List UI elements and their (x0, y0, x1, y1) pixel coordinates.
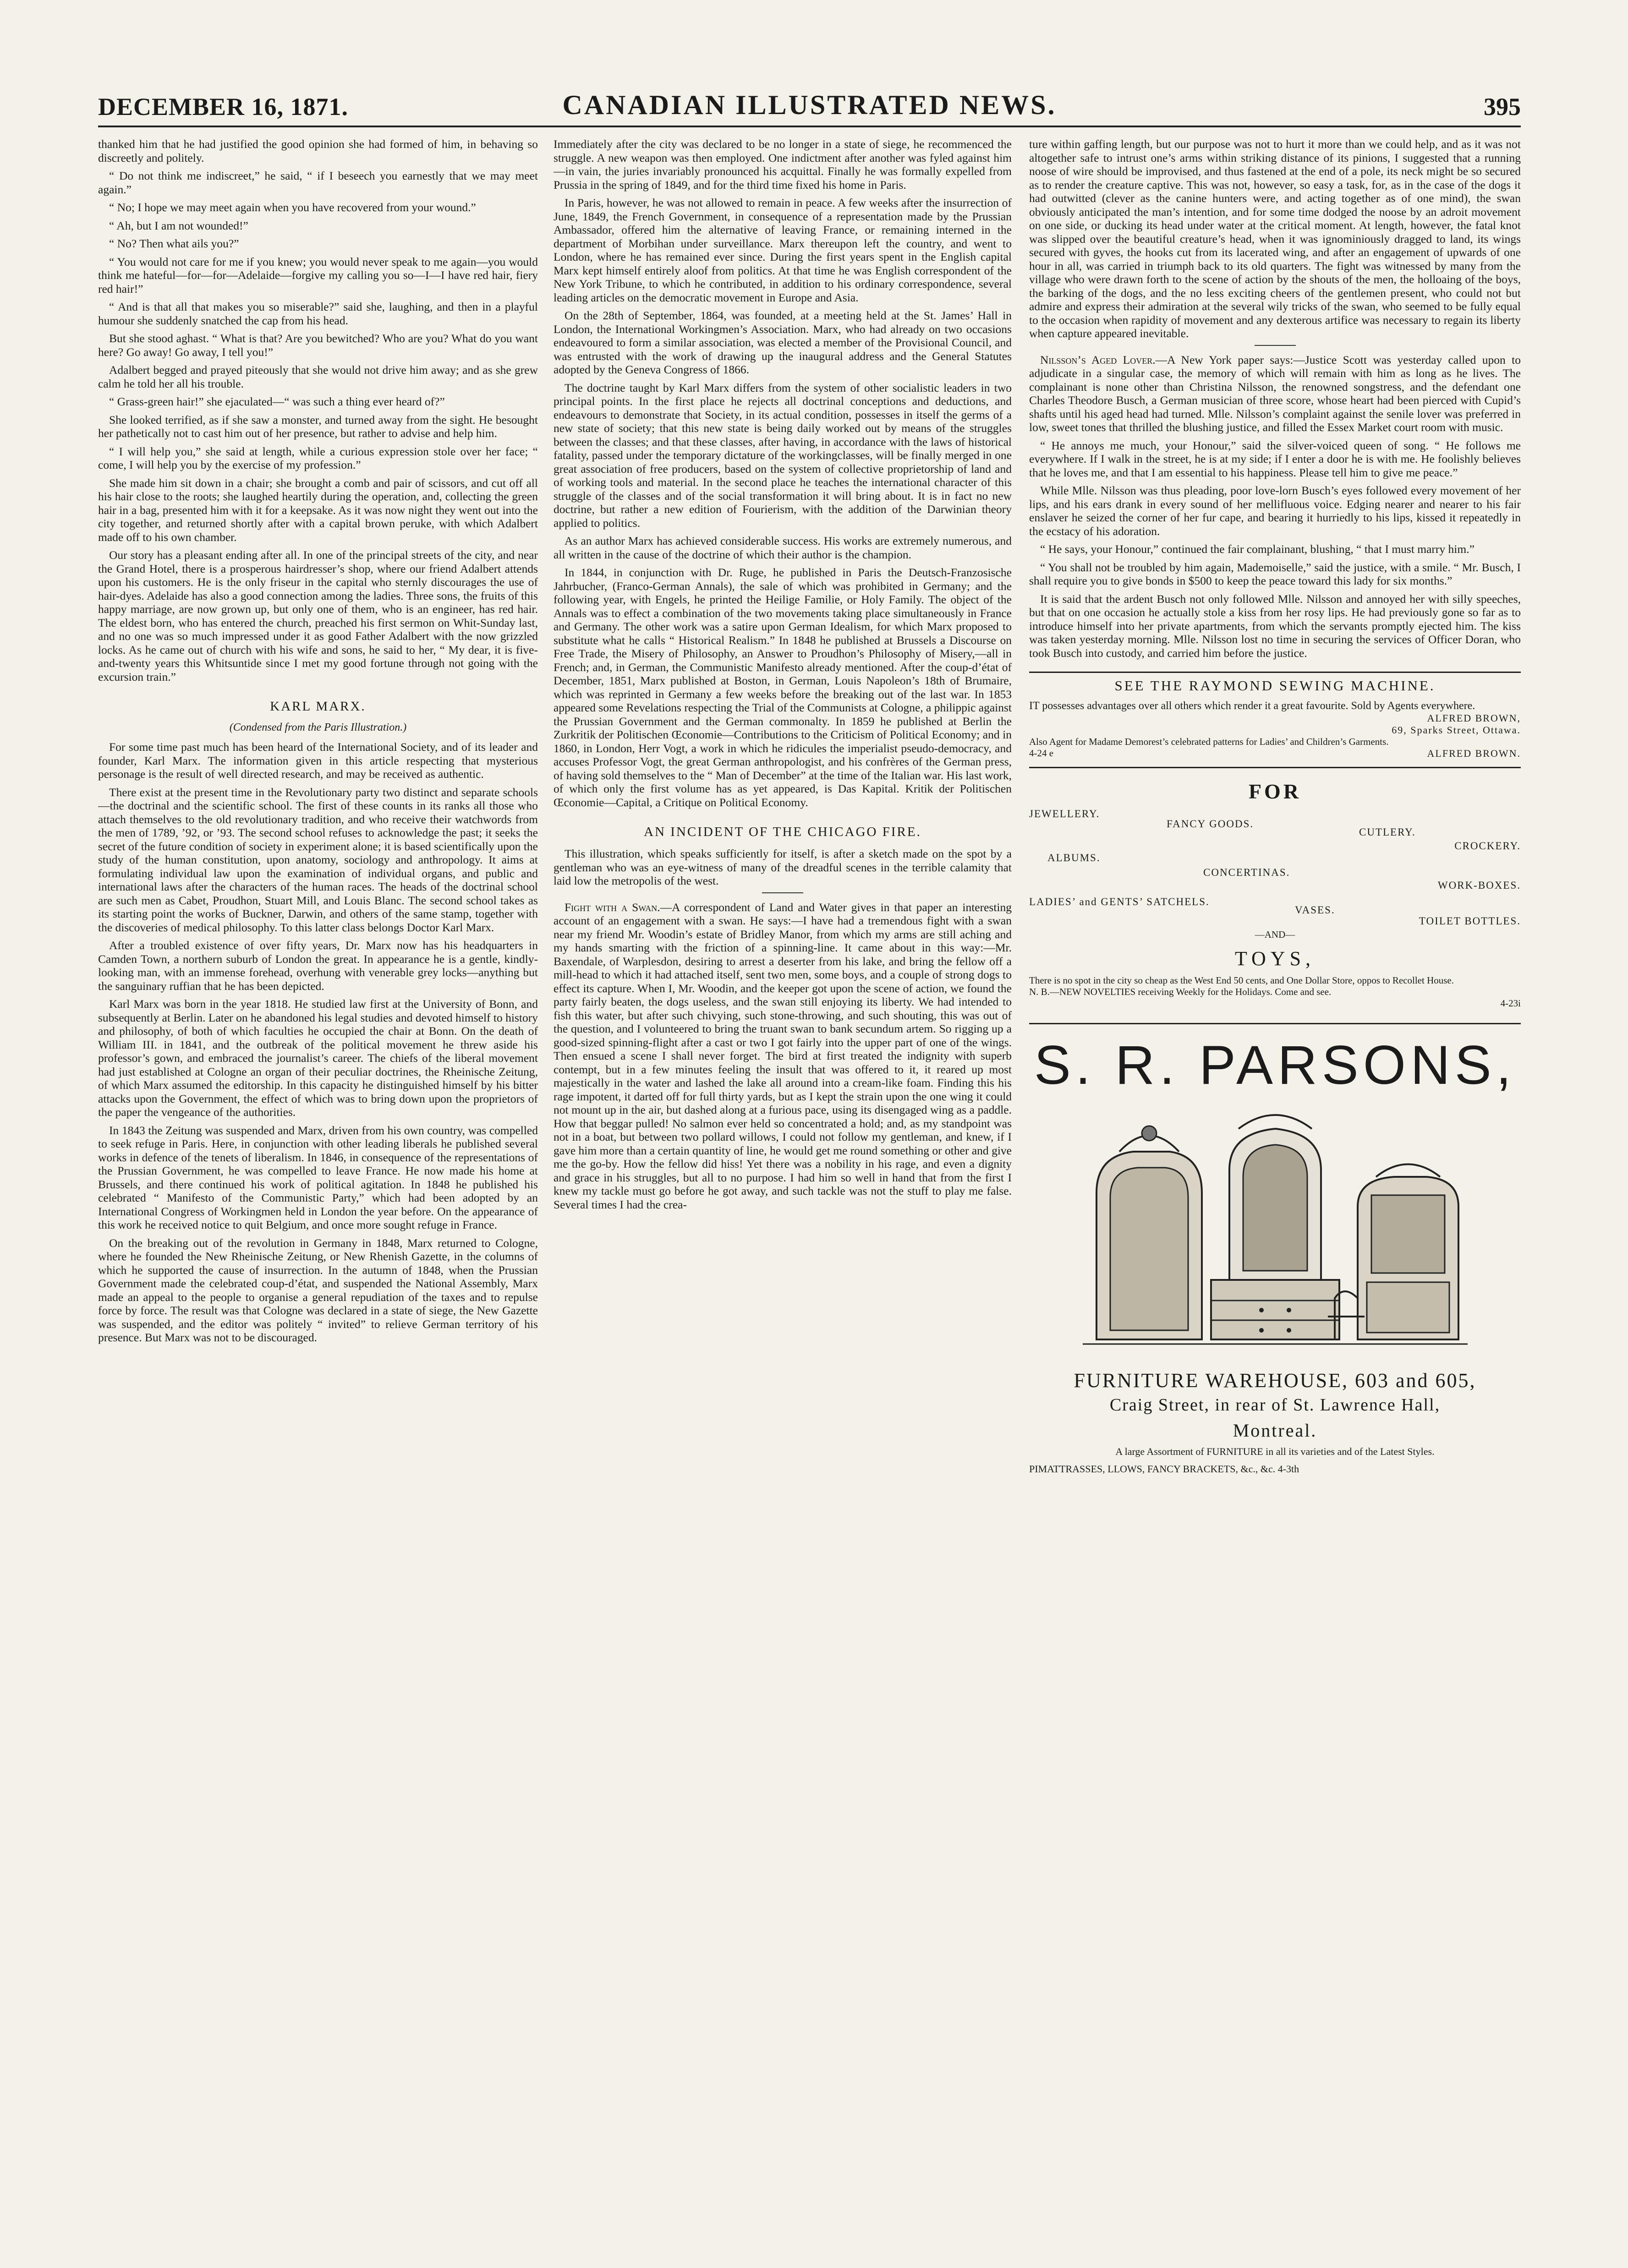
ad-footer (1029, 748, 1521, 760)
goods-item: WORK-BOXES. (1437, 880, 1521, 891)
newspaper-title: CANADIAN ILLUSTRATED NEWS. (562, 90, 1057, 120)
paragraph: In 1844, in conjunction with Dr. Ruge, he published in Paris the Deutsch-Franzosische Jahrbucher, (Franco-German Annals), the sale of which was prohibited in Germany; and the following year, with Engels, he printed the Heilige Familie, or Holy Family. The object of the Annals was to effect a combination of the two movements taking place simultaneously in France and Germany. The other work was a satire upon German Idealism, for which Marx proposed to substitute what he calls “ Historical Realism.” In 1848 he published at Brussels a Discourse on Free Trade, the Misery of Philosophy, an Answer to Proudhon’s Philosophy of Misery,—all in French; and, in German, the Communistic Manifesto already mentioned. After the coup-d’état of December, 1851, Marx published at Boston, in German, Louis Napoleon’s 18th of Brumaire, which was reprinted in Germany a few weeks before the breaking out of the last war. In 1853 appeared some Revelations respecting the Trial of the Communists at Cologne, a philippic against the Prussian Government and the German commonalty. In 1859 he published at Berlin the Zurkritik der Politischen Œconomie—Contributions to the Criticism of Political Economy; and in 1860, in London, Herr Vogt, a work in which he ridicules the imperialist pseudo-democracy, and accuses Professor Vogt, the great German anthropologist, and his confrères of the German press, of having sold themselves to the “ Man of December” at the time of the Italian war. His last work, of which only the first volume has as yet appeared, is Das Kapital. Kritik der Politischen Œconomie—Capital, a Critique on Political Economy. (554, 566, 1012, 809)
paragraph: “ Do not think me indiscreet,” he said, “ if I beseech you earnestly that we may meet again.” (98, 169, 538, 196)
short-rule (762, 892, 803, 893)
ad-agent: Also Agent for Madame Demorest’s celebrated patterns for Ladies’ and Children’s Garments. (1029, 736, 1389, 747)
paragraph: Immediately after the city was declared to be no longer in a state of siege, he recommenced the struggle. A new weapon was then employed. One indictment after another was fyled against him—in vain, the juries invariably pronounced his acquittal. Finally he was formally expelled from Prussia in the spring of 1849, and for the third time fixed his home in Paris. (554, 137, 1012, 191)
paragraph (1029, 353, 1521, 434)
store-note: There is no spot in the city so cheap as the West End 50 cents, and One Dollar Store, oppos to Recollet House. (1029, 975, 1454, 986)
article-lead: Fight with a Swan. (565, 900, 660, 914)
paragraph: After a troubled existence of over fifty years, Dr. Marx now has his headquarters in Camden Town, a northern suburb of London the great. In appearance he is a gentle, kindly-looking man, with an immense forehead, overhung with venerable grey locks—anything but the sanguinary ruffian that he has been depicted. (98, 939, 538, 993)
goods-item: CROCKERY. (1454, 840, 1521, 852)
paragraph: “ Grass-green hair!” she ejaculated—“ was such a thing ever heard of?” (109, 395, 445, 408)
warehouse-line: FURNITURE WAREHOUSE, 603 and 605, (1074, 1369, 1476, 1392)
parsons-furniture-ad (1029, 1033, 1521, 1475)
toys-heading: TOYS, (1234, 947, 1316, 970)
paragraph: It is said that the ardent Busch not only followed Mlle. Nilsson and annoyed her with silly speeches, but that on one occasion he actually stole a kiss from her rosy lips. He had previously gone so far as to introduce himself into her private apartments, from which the servants promptly ejected him. The kiss was taken yesterday morning. Mlle. Nilsson lost no time in securing the services of Officer Doran, who took Busch into custody, and carried him before the justice. (1029, 592, 1521, 660)
and-separator: —AND— (1255, 929, 1295, 940)
ad-signature: ALFRED BROWN. (1427, 748, 1521, 759)
furniture-description: A large Assortment of FURNITURE in all its varieties and of the Latest Styles. (1115, 1446, 1435, 1457)
goods-item: CONCERTINAS. (1203, 867, 1290, 878)
paragraph: “ You shall not be troubled by him again, Mademoiselle,” said the justice, with a smile. “ Mr. Busch, I shall require you to give bonds in $500 to keep the peace toward this lady for six months.” (1029, 560, 1521, 587)
paragraph: “ He annoys me much, your Honour,” said the silver-voiced queen of song. “ He follows me everywhere. If I walk in the street, he is at my side; if I enter a door he is with me. He foolishly believes that he loves me, and that I am essential to his happiness. Please tell him to give me peace.” (1029, 438, 1521, 479)
raymond-sewing-ad (1029, 672, 1521, 768)
paragraph: As an author Marx has achieved considerable success. His works are extremely numerous, and all written in the cause of the doctrine of which their author is the champion. (554, 534, 1012, 561)
article-lead: Nilsson’s Aged Lover. (1040, 353, 1156, 366)
furniture-illustration (1078, 1101, 1472, 1358)
paragraph: thanked him that he had justified the good opinion she had formed of him, in behaving so discreetly and politely. (98, 137, 538, 164)
goods-item: LADIES’ and GENTS’ SATCHELS. (1029, 896, 1210, 907)
goods-list (1029, 808, 1521, 927)
goods-item: VASES. (1295, 904, 1335, 916)
ad-ref: 4-23i (1500, 998, 1521, 1009)
goods-item: JEWELLERY. (1029, 808, 1100, 820)
goods-item: TOILET BOTTLES. (1419, 915, 1521, 927)
paragraph: Our story has a pleasant ending after all. In one of the principal streets of the city, and near the Grand Hotel, there is a prosperous hairdresser’s shop, where our friend Adalbert attends upon his customers. He is the only friseur in the capital who sternly discourages the use of hair-dyes. Adelaide has also a good connection among the ladies. Three sons, the fruits of this happy marriage, are now grown up, but only one of them, who is an engineer, has red hair. The eldest born, who has entered the church, preached his first sermon on Whit-Sunday last, and no one was so much impressed under it as good Father Adalbert with the now grizzled locks. As he came out of church with his wife and sons, he said to her, “ My dear, it is five-and-twenty years this Whitsuntide since I met my good fortune through not going with the excursion train.” (98, 548, 538, 683)
paragraph: In Paris, however, he was not allowed to remain in peace. A few weeks after the insurrection of June, 1849, the French Government, in consequence of a representation made by the Prussian Ambassador, offered him the alternative of leaving France, or remaining interned in the department of Morbihan under surveillance. Marx thereupon left the country, and went to London, where he has remained ever since. During the first years spent in the English capital Marx kept himself entirely aloof from politics. At that time he was English correspondent of the New York Tribune, to which he contributed, in addition to his ordinary correspondence, several leading articles on the democratic movement in Europe and Asia. (554, 196, 1012, 304)
article-text: —A correspondent of Land and Water gives in that paper an interesting account of an engagement with a swan. He says:—I have had a tremendous fight with a swan near my friend Mr. Woodin’s estate of Bridley Manor, from which my arms are still aching and my hands smarting with the friction of a spinning-line. It came about in this way:—Mr. Baxendale, of Warplesdon, desiring to arrest a deserter from his lake, and bring the fellow off a mill-head to which it had attached itself, sent two men, some boys, and a couple of strong dogs to effect its capture. When I, Mr. Woodin, and the keeper got upon the scene of action, we found the party fairly beaten, the dogs useless, and the swan still enjoying its liberty. We had intended to fish this water, but after such chivying, such stone-throwing, and such shouting, this was out of the question, and I volunteered to bring the truant swan to bank secundum artem. So rigging up a good-sized spinning-flight after a cast or two I got fairly into the upper part of one of the wings. Then ensued a scene I shall never forget. The bird at first treated the indignity with superb contempt, but in a few minutes feeling the insult that was offered to it, it reared up most majestically in the water and lashed the lake all around into a cream-like foam. Finding this his rage impotent, it darted off for full thirty yards, but as I kept the strain upon the one wing it could not mount up in the air, but dashed along at a furious pace, using its disengaged wing as a paddle. How that beggar pulled! No salmon ever held so concentrated a hold; and, as my standpoint was not in a boat, but between two pollard willows, I could not follow my gentleman, and knew, if I gave him more than a certain quantity of line, he would get me round something or other and give me the go-by. How the fellow did hiss! Yet there was a nobility in his rage, and even a dignity and grace in his struggles, but all to no purpose. I had him so well in hand that from the first I knew my tackle must go before he got away, and such tackle was not the stuff to play me false. Several times I had the crea- (554, 900, 1012, 1211)
goods-item: FANCY GOODS. (1167, 818, 1254, 830)
ad-ref: 4-24 e (1029, 748, 1054, 759)
ad-name: ALFRED BROWN, (1427, 712, 1521, 724)
paragraph: “ No? Then what ails you?” (109, 237, 239, 250)
masthead (98, 90, 1521, 127)
ad-footer-line: PIMATTRASSES, LLOWS, FANCY BRACKETS, &c., &c. 4-3th (1029, 1463, 1299, 1475)
paragraph: The doctrine taught by Karl Marx differs from the system of other socialistic leaders in two principal points. In the first place he rejects all doctrinal conceptions and deductions, and endeavours to demonstrate that Society, in its actual condition, possesses in itself the germs of a new state of society; that this new state is being daily worked out by means of the struggles between the classes; and that these classes, after having, in accordance with the laws of historical fatality, passed under the temporary dictature of the workingclasses, will be finally merged in one great association of free producers, based on the system of collective proprietorship of land and of working tools and material. In the second place he teaches the international character of this struggle of the classes and of the social transformation it will bring about. It is in fact no new doctrine, but rather a new edition of Fourierism, with the addition of the Darwinian theory applied to politics. (554, 381, 1012, 530)
paragraph: ture within gaffing length, but our purpose was not to hurt it more than we could help, and as it was not altogether safe to intrust one’s arms within striking distance of its pinions, I suggested that a running noose of wire should be improvised, and thus fastened at the end of a pole, its neck might be so secured as to render the creature captive. This was not, however, so easy a task, for, as in the case of the dogs it had outwitted (clever as the canine hunters were, and acting together as of one mind), the swan obviously anticipated the man’s intention, and for some time dodged the noose by an adroit movement on one side, or ducking its head under water at the critical moment. At length, however, the fatal knot was slipped over the beautiful creature’s head, when it was ignominiously dragged to land, its wings secured with gyves, the hooks cut from its lacerated wing, and after an engagement of upwards of one hour in all, was carried in triumph back to its old quarters. The fight was witnessed by many from the village who were drawn forth to the scene of action by the shouts of the men, the holloaing of the boys, the barking of the dogs, and the no less exciting cheers of the gentlemen present, who could not but admire and express their admiration at the several wily tricks of the swan, who seemed to be fully equal to the occasion when rapidity of movement and any dexterous artifice was necessary to regain its liberty when capture appeared inevitable. (1029, 137, 1521, 340)
paragraph: “ And is that all that makes you so miserable?” said she, laughing, and then in a playful humour she suddenly snatched the cap from his head. (98, 300, 538, 327)
paragraph: Karl Marx was born in the year 1818. He studied law first at the University of Bonn, and subsequently at Berlin. Later on he abandoned his legal studies and devoted himself to history and philosophy, of both of which faculties he occupied the chair at Bonn. On the death of William III. in 1841, and the outbreak of the political movement he threw aside his professor’s gown, and embraced the journalist’s career. The chiefs of the liberal movement had just established at Cologne an organ of their peculiar doctrines, the Rheinische Zeitung, of which Marx assumed the editorship. In this capacity he distinguished himself by his bitter attacks upon the Government, the effect of which was to bring down upon the proprietors of the paper the vengeance of the authorities. (98, 997, 538, 1119)
ad-text: IT possesses advantages over all others which render it a great favourite. Sold by Agents everywhere. (1029, 700, 1475, 712)
paragraph: This illustration, which speaks sufficiently for itself, is after a sketch made on the spot by a gentleman who was an eye-witness of many of the dreadful scenes in the terrible calamity that laid low the metropolis of the west. (554, 847, 1012, 887)
paragraph: She looked terrified, as if she saw a monster, and turned away from the sight. He besought her pathetically not to cast him out of her presence, but rather to advise and help him. (98, 413, 538, 440)
city-line: Montreal. (1233, 1420, 1317, 1441)
article-text: —A New York paper says:—Justice Scott was yesterday called upon to adjudicate in a singular case, the memory of which will remain with him as long as he lives. The complainant is none other than Christina Nilsson, the renowned songstress, and the defendant one Charles Theodore Busch, a German musician of three score, whose heart had been pierced with Cupid’s shafts until his aged head had turned. Mlle. Nilsson’s complaint against the senile lover was preferred in low, sweet tones that thrilled the blushing justice, and filled the Essex Market court room with music. (1029, 353, 1521, 434)
article-subheading: (Condensed from the Paris Illustration.) (229, 721, 407, 733)
paragraph: For some time past much has been heard of the International Society, and of its leader and founder, Karl Marx. The information given in this article respecting that mysterious personage is the result of well directed research, and may be received as authentic. (98, 740, 538, 781)
paragraph: “ I will help you,” she said at length, while a curious expression stole over her face; “ come, I will help you by the exercise of my profession.” (98, 444, 538, 471)
issue-date: DECEMBER 16, 1871. (98, 93, 349, 120)
paragraph: “ He says, your Honour,” continued the fair complainant, blushing, “ that I must marry him.” (1040, 542, 1475, 556)
paragraph: She made him sit down in a chair; she brought a comb and pair of scissors, and cut off all his hair close to the roots; she laughed heartily during the operation, and, collecting the green hair in a bag, presented him with it for a keepsake. As it was now night they went out into the city together, and returned shortly after with a capital brown peruke, with which Adalbert made off to his own chamber. (98, 476, 538, 544)
paragraph: While Mlle. Nilsson was thus pleading, poor love-lorn Busch’s eyes followed every movement of her lips, and his ears drank in every sound of her mellifluous voice. Edging nearer and nearer to his fair enslaver he seized the corner of her fur cape, and bearing it hurriedly to his lips, kissed it repeatedly in the ecstacy of his adoration. (1029, 484, 1521, 538)
goods-item: CUTLERY. (1359, 826, 1416, 838)
paragraph: On the 28th of September, 1864, was founded, at a meeting held at the St. James’ Hall in London, the International Workingmen’s Association. Marx, who had already on two occasions endeavoured to form a similar association, was elected a member of the Provisional Council, and was entrusted with the work of drawing up the inaugural address and the General Statutes adopted by the Geneva Congress of 1866. (554, 309, 1012, 376)
parsons-name: S. R. PARSONS, (1034, 1034, 1516, 1096)
column-2 (554, 137, 1012, 2245)
page-number: 395 (1484, 93, 1521, 120)
column-1 (98, 137, 538, 2245)
paragraph: “ No; I hope we may meet again when you have recovered from your wound.” (109, 201, 476, 214)
ad-heading: SEE THE RAYMOND SEWING MACHINE. (1114, 678, 1436, 694)
article-heading: AN INCIDENT OF THE CHICAGO FIRE. (644, 825, 921, 839)
paragraph: But she stood aghast. “ What is that? Are you bewitched? Who are you? What do you want here? Go away! Go away, I tell you!” (98, 332, 538, 359)
ad-divider (1029, 1023, 1521, 1024)
street-line: Craig Street, in rear of St. Lawrence Hall, (1109, 1395, 1441, 1415)
column-3 (1029, 137, 1521, 2245)
paragraph: On the breaking out of the revolution in Germany in 1848, Marx returned to Cologne, where he founded the New Rheinische Zeitung, or New Rhenish Gazette, in the columns of which he supported the cause of insurrection. In the autumn of 1848, when the Prussian Government made the celebrated coup-d’état, and suspended the National Assembly, Marx made an appeal to the people to organise a general repudiation of the taxes and to repulse force by force. The result was that Cologne was declared in a state of siege, the New Gazette was suspended, and the editor was politely “ invited” to relieve German territory of his presence. But Marx was not to be discouraged. (98, 1236, 538, 1344)
short-rule (1255, 345, 1296, 346)
article-heading: KARL MARX. (270, 699, 366, 714)
paragraph: There exist at the present time in the Revolutionary party two distinct and separate schools—the doctrinal and the scientific school. The first of these counts in its ranks all those who attach themselves to the old revolutionary tradition, and who receive their watchwords from the men of 1789, ’92, or ’93. The second school refuses to acknowledge the past; it seeks the secret of the future condition of society in experiment alone; it is based scientifically upon the study of the human constitution, upon anatomy, sociology and anthropology. It aims at formulating individual law upon the examination of individual organs, and public and international laws after the characters of the human races. The heads of the doctrinal school are such men as Cabet, Proudhon, Stuart Mill, and Louis Blanc. The second school takes as its starting point the works of Buckner, Darwin, and others of the same stamp, together with the discoveries of medical philosophy. To this latter class belongs Doctor Karl Marx. (98, 785, 538, 934)
ad-address: 69, Sparks Street, Ottawa. (1392, 724, 1521, 736)
paragraph (554, 901, 1012, 1212)
paragraph: “ You would not care for me if you knew; you would never speak to me again—you would think me hateful—for—for—Adelaide—forgive my calling you so—I—I have red hair, fiery red hair!” (98, 255, 538, 295)
paragraph: “ Ah, but I am not wounded!” (109, 219, 248, 232)
paragraph: Adalbert begged and prayed piteously that she would not drive him away; and as she grew calm he told her all his trouble. (98, 363, 538, 390)
ad-for-title: FOR (1248, 780, 1302, 803)
goods-item: ALBUMS. (1047, 852, 1101, 863)
novelties-note: N. B.—NEW NOVELTIES receiving Weekly for the Holidays. Come and see. (1029, 986, 1332, 997)
fancy-goods-ad (1029, 779, 1521, 1009)
paragraph: In 1843 the Zeitung was suspended and Marx, driven from his own country, was compelled to seek refuge in Paris. Here, in conjunction with other leading liberals he published several works in defence of the tenets of liberalism. In 1846, in consequence of the representations of the Prussian Government, he was compelled to leave France. He now made his home at Brussels, and there continued his work of political agitation. In 1848 he published his celebrated “ Manifesto of the Communistic Party,” which had been adopted by an International Congress of Workingmen held in London the year before. On the appearance of this work he received notice to quit Belgium, and once more sought refuge in France. (98, 1123, 538, 1231)
